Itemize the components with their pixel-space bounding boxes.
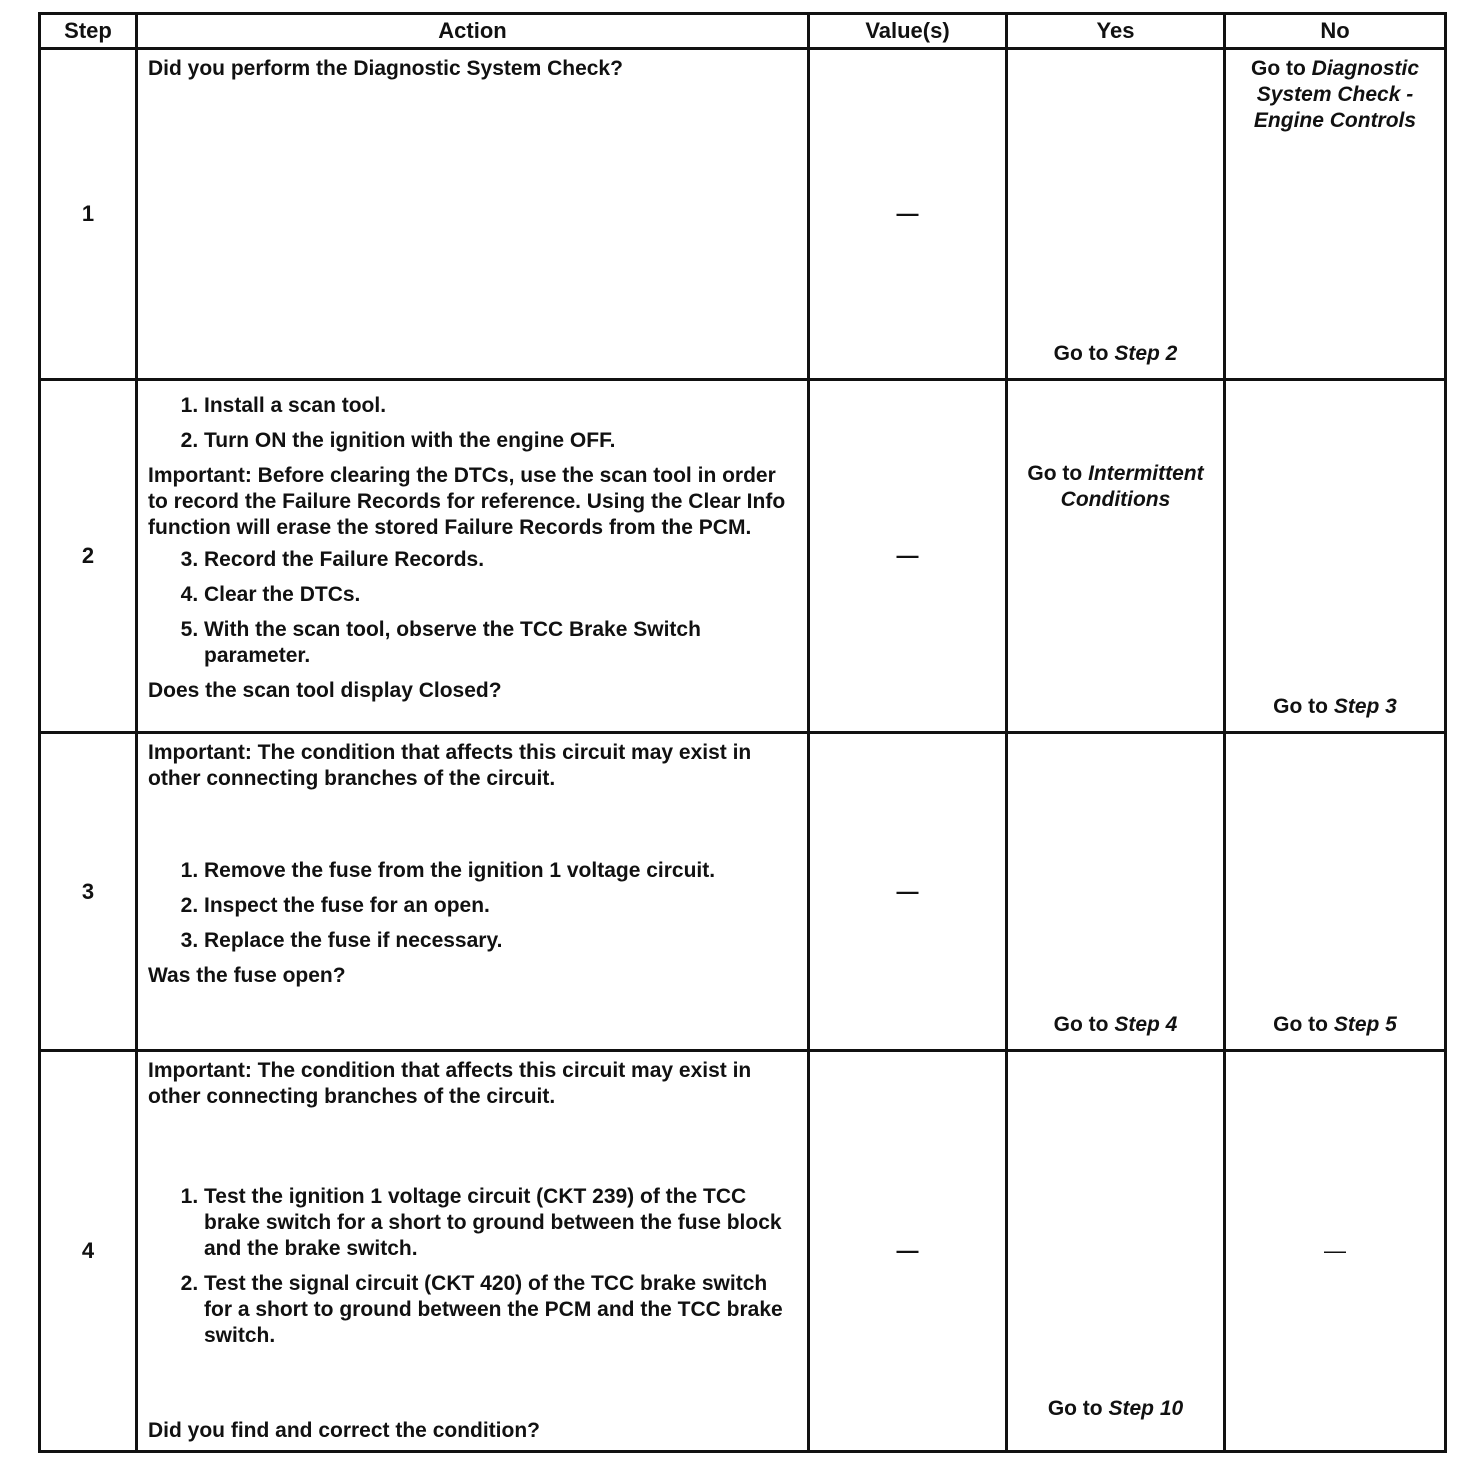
spacer <box>148 792 797 852</box>
header-row <box>40 14 1446 49</box>
important-text: The condition that affects this circuit may exist in other connecting branches of the circuit. <box>148 1059 752 1108</box>
no-cell <box>1225 380 1446 733</box>
action-question: Did you perform the Diagnostic System Check? <box>148 57 623 80</box>
action-list <box>148 1184 797 1349</box>
no-goto[interactable]: Go to Step 3 <box>1273 695 1397 718</box>
table-row <box>40 380 1446 733</box>
action-cell <box>137 49 809 380</box>
yes-cell <box>1007 380 1225 733</box>
yes-link[interactable]: Step 4 <box>1114 1013 1178 1036</box>
table-row <box>40 733 1446 1051</box>
list-item: 2. Inspect the fuse for an open. <box>204 893 797 919</box>
important-note <box>148 740 797 792</box>
header-values: Value(s) <box>809 14 1007 49</box>
no-link[interactable]: Step 3 <box>1333 695 1397 718</box>
list-item: 5. With the scan tool, observe the TCC Brake Switch parameter. <box>204 617 797 669</box>
header-action: Action <box>137 14 809 49</box>
yes-link[interactable]: Step 10 <box>1108 1397 1184 1420</box>
action-list <box>148 547 797 669</box>
important-text: Before clearing the DTCs, use the scan tool in order to record the Failure Records for reference. Using the Clear Info function will erase the stored Failure Records from the PCM. <box>148 464 786 539</box>
step-number: 2 <box>40 380 137 733</box>
step-number: 3 <box>40 733 137 1051</box>
value-cell: — <box>809 1051 1007 1452</box>
action-question: Did you find and correct the condition? <box>148 1419 540 1442</box>
table-row <box>40 1051 1446 1452</box>
step-number: 4 <box>40 1051 137 1452</box>
list-item: 4. Clear the DTCs. <box>204 582 797 608</box>
yes-cell <box>1007 733 1225 1051</box>
value-cell: — <box>809 49 1007 380</box>
action-cell <box>137 1051 809 1452</box>
no-cell <box>1225 49 1446 380</box>
yes-goto[interactable]: Go to Step 4 <box>1053 1013 1178 1036</box>
step-number: 1 <box>40 49 137 380</box>
value-cell: — <box>809 733 1007 1051</box>
header-no: No <box>1225 14 1446 49</box>
spacer <box>148 1110 797 1178</box>
no-link[interactable]: Diagnostic System Check - Engine Controls <box>1253 57 1420 132</box>
value-cell: — <box>809 380 1007 733</box>
list-item: 1. Remove the fuse from the ignition 1 voltage circuit. <box>204 858 797 884</box>
no-link[interactable]: Step 5 <box>1333 1013 1397 1036</box>
list-item: 2. Test the signal circuit (CKT 420) of the TCC brake switch for a short to ground between the PCM and the TCC brake switch. <box>204 1271 797 1349</box>
important-note <box>148 1058 797 1110</box>
list-item: 1. Install a scan tool. <box>204 393 797 419</box>
yes-goto[interactable]: Go to Step 2 <box>1053 342 1178 365</box>
no-cell: — <box>1225 1051 1446 1452</box>
yes-cell <box>1007 49 1225 380</box>
yes-link[interactable]: Intermittent Conditions <box>1060 462 1204 511</box>
important-label: Important: <box>148 741 252 764</box>
list-item: 2. Turn ON the ignition with the engine OFF. <box>204 428 797 454</box>
action-list <box>148 393 797 454</box>
important-note <box>148 463 797 541</box>
action-cell <box>137 733 809 1051</box>
yes-cell <box>1007 1051 1225 1452</box>
list-item: 3. Record the Failure Records. <box>204 547 797 573</box>
yes-goto[interactable]: Go to Step 10 <box>1047 1397 1184 1420</box>
action-question: Does the scan tool display Closed? <box>148 679 502 702</box>
no-goto[interactable]: Go to Diagnostic System Check - Engine Controls <box>1250 57 1420 132</box>
list-item: 3. Replace the fuse if necessary. <box>204 928 797 954</box>
header-step: Step <box>40 14 137 49</box>
yes-link[interactable]: Step 2 <box>1114 342 1178 365</box>
no-cell <box>1225 733 1446 1051</box>
table-row <box>40 49 1446 380</box>
important-label: Important: <box>148 1059 252 1082</box>
no-goto[interactable]: Go to Step 5 <box>1273 1013 1397 1036</box>
yes-goto[interactable]: Go to Intermittent Conditions <box>1027 462 1204 511</box>
important-text: The condition that affects this circuit may exist in other connecting branches of the circuit. <box>148 741 752 790</box>
diagnostic-table <box>38 12 1447 1453</box>
important-label: Important: <box>148 464 252 487</box>
action-question: Was the fuse open? <box>148 964 346 987</box>
action-list <box>148 858 797 954</box>
list-item: 1. Test the ignition 1 voltage circuit (CKT 239) of the TCC brake switch for a short to ground between the fuse block and the brake switch. <box>204 1184 797 1262</box>
header-yes: Yes <box>1007 14 1225 49</box>
spacer <box>148 1358 797 1418</box>
action-cell <box>137 380 809 733</box>
